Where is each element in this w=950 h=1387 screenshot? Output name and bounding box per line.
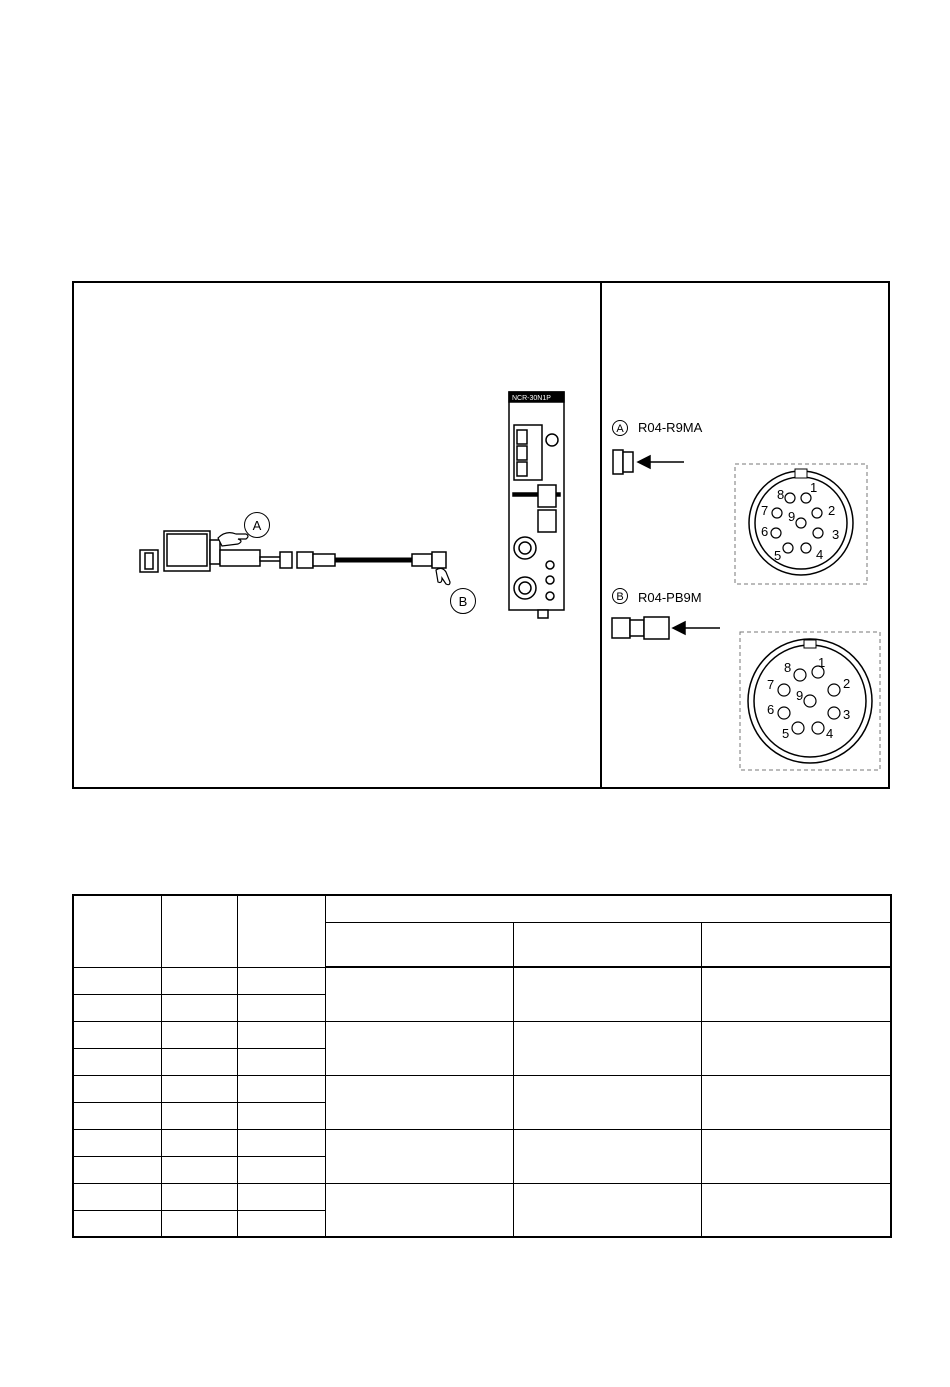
pin-number: 6	[767, 702, 775, 717]
table-header-cell	[513, 922, 701, 967]
pin-number: 3	[843, 707, 851, 722]
pin-number: 3	[832, 527, 840, 542]
pin-number: 5	[774, 548, 782, 563]
pin-number: 1	[818, 655, 826, 670]
table-row	[73, 967, 891, 994]
module-label: NCR-30N1P	[512, 395, 551, 402]
table-header-cell	[325, 922, 513, 967]
connector-a-pin-face	[735, 464, 867, 584]
pin-number: 4	[816, 547, 824, 562]
pin-assignment-table	[72, 894, 892, 1238]
connector-b-letter: B	[612, 588, 628, 604]
table-header-cell	[237, 895, 325, 967]
pin-number: 9	[788, 509, 796, 524]
connector-b-pin-face	[740, 632, 880, 770]
connector-b-model: R04-PB9M	[638, 590, 702, 605]
table-row	[73, 1075, 891, 1102]
pin-number: 8	[777, 487, 785, 502]
table-row	[73, 1129, 891, 1156]
control-module	[509, 392, 564, 618]
table-header-cell	[161, 895, 237, 967]
pin-number: 9	[796, 688, 804, 703]
pin-number: 4	[826, 726, 834, 741]
callout-b: B	[450, 588, 476, 614]
pin-number: 7	[761, 503, 769, 518]
table-row	[73, 1183, 891, 1210]
pin-number: 6	[761, 524, 769, 539]
pin-number: 2	[828, 503, 836, 518]
pin-number: 1	[810, 480, 818, 495]
pin-number: 2	[843, 676, 851, 691]
actuator-device	[140, 531, 292, 572]
connector-b-side-view	[612, 617, 720, 639]
table-header-cell	[73, 895, 161, 967]
pin-number: 8	[784, 660, 792, 675]
pin-number: 7	[767, 677, 775, 692]
table-header-cell	[325, 895, 891, 922]
table-header-cell	[701, 922, 891, 967]
callout-a: A	[244, 512, 270, 538]
table-row	[73, 1021, 891, 1048]
connector-a-letter: A	[612, 420, 628, 436]
cable	[297, 552, 446, 568]
connector-a-model: R04-R9MA	[638, 420, 703, 435]
pin-number: 5	[782, 726, 790, 741]
connector-a-side-view	[613, 450, 684, 474]
